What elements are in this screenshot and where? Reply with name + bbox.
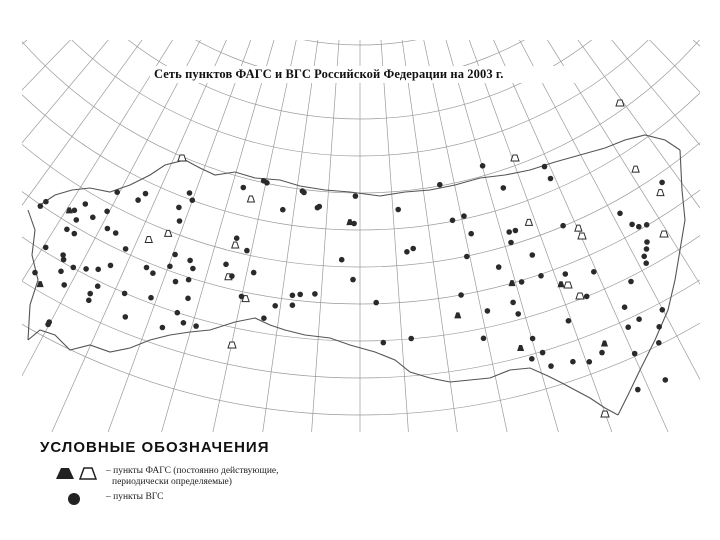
vgs-point-marker (591, 269, 597, 275)
vgs-point-marker (83, 201, 89, 207)
vgs-point-marker (538, 273, 544, 279)
vgs-point-marker (570, 359, 576, 365)
vgs-point-marker (187, 258, 193, 264)
meridian-line (568, 0, 720, 342)
vgs-point-marker (312, 291, 318, 297)
fags-point-marker (601, 341, 608, 347)
vgs-point-marker (515, 311, 521, 317)
vgs-point-marker (272, 303, 278, 309)
vgs-point-marker (644, 222, 650, 228)
vgs-point-marker (506, 229, 512, 235)
vgs-point-marker (519, 279, 525, 285)
fags-periodic-point-marker (178, 155, 186, 161)
vgs-point-marker (480, 163, 486, 169)
vgs-point-marker (628, 279, 634, 285)
vgs-point-marker (71, 265, 77, 271)
fags-periodic-point-marker (601, 411, 609, 417)
meridian-line (0, 0, 152, 342)
vgs-point-marker (187, 190, 193, 196)
vgs-point-marker (83, 266, 89, 272)
vgs-point-marker (177, 218, 183, 224)
meridian-line (173, 14, 302, 540)
vgs-point-marker (481, 336, 487, 342)
vgs-point-marker (644, 239, 650, 245)
vgs-point-marker (373, 300, 379, 306)
vgs-point-marker (350, 277, 356, 283)
vgs-point-marker (339, 257, 345, 263)
fags-periodic-point-marker (564, 282, 572, 288)
vgs-point-marker (513, 228, 519, 234)
meridian-line (399, 17, 485, 540)
vgs-point-marker (458, 292, 464, 298)
legend-item-vgs-text: – пункты ВГС (106, 492, 164, 502)
vgs-point-marker (280, 207, 286, 213)
vgs-point-marker (58, 269, 64, 275)
vgs-point-marker (45, 322, 51, 328)
parallel-line (55, 0, 665, 45)
vgs-point-marker (644, 246, 650, 252)
vgs-point-marker (629, 222, 635, 228)
eastern-coastline (618, 150, 685, 415)
vgs-point-marker (437, 182, 443, 188)
vgs-point-marker (663, 377, 669, 383)
vgs-point-marker (223, 262, 229, 268)
vgs-point-marker (264, 180, 270, 186)
vgs-point-marker (60, 252, 66, 258)
vgs-point-marker (244, 248, 250, 254)
vgs-point-marker (43, 245, 49, 251)
vgs-point-marker (632, 351, 638, 357)
vgs-point-marker (450, 218, 456, 224)
vgs-point-marker (190, 197, 196, 203)
vgs-point-marker (395, 207, 401, 213)
vgs-point-marker (229, 273, 235, 279)
fags-point-marker (558, 281, 565, 287)
vgs-point-marker (122, 291, 128, 297)
fags-periodic-point-marker (247, 196, 254, 202)
vgs-point-marker (86, 298, 92, 304)
vgs-point-marker (464, 254, 470, 260)
vgs-point-marker (114, 189, 120, 195)
vgs-point-marker (143, 191, 149, 197)
vgs-point-marker (290, 302, 296, 308)
legend-item-fags-text: – пункты ФАГС (постоянно действующие, периодически определяемые) (106, 466, 279, 487)
vgs-point-marker (540, 350, 546, 356)
vgs-point-marker (635, 387, 641, 393)
fags-periodic-point-marker (165, 230, 172, 236)
vgs-point-marker (381, 340, 387, 346)
vgs-point-marker (599, 350, 605, 356)
vgs-point-marker (181, 320, 187, 326)
vgs-point-marker (584, 294, 590, 300)
vgs-point-marker (530, 336, 536, 342)
fags-periodic-point-marker (228, 342, 236, 348)
vgs-point-marker (560, 223, 566, 229)
vgs-point-marker (160, 325, 166, 331)
vgs-point-marker (95, 267, 101, 273)
vgs-point-marker (510, 300, 516, 306)
vgs-point-marker (353, 193, 359, 199)
western-border (28, 210, 38, 340)
triangle-symbols-icon (54, 466, 98, 480)
vgs-point-marker (72, 208, 78, 214)
vgs-point-marker (587, 359, 593, 365)
vgs-point-marker (87, 291, 93, 297)
vgs-point-marker (461, 213, 467, 219)
vgs-point-marker (529, 356, 535, 362)
vgs-point-marker (64, 227, 70, 233)
vgs-point-marker (404, 249, 410, 255)
vgs-point-marker (530, 252, 536, 258)
vgs-point-marker (315, 205, 321, 211)
vgs-point-marker (95, 283, 101, 289)
meridian-line (0, 0, 180, 429)
vgs-point-marker (660, 307, 666, 313)
fags-periodic-point-marker (575, 225, 582, 231)
meridian-line (380, 19, 423, 540)
vgs-point-marker (123, 314, 129, 320)
vgs-point-marker (175, 310, 181, 316)
vgs-point-marker (148, 295, 154, 301)
meridian-line (540, 0, 720, 429)
vgs-point-marker (501, 185, 507, 191)
vgs-point-marker (542, 164, 548, 170)
fags-periodic-point-marker (576, 293, 584, 299)
meridian-line (418, 14, 547, 540)
vgs-point-marker (636, 224, 642, 230)
vgs-point-marker (290, 293, 296, 299)
vgs-point-marker (234, 235, 240, 241)
vgs-point-marker (185, 296, 191, 302)
southern-border (28, 318, 618, 415)
vgs-point-marker (104, 209, 110, 215)
fags-periodic-point-marker (525, 219, 532, 225)
survey-points (32, 100, 668, 417)
vgs-point-marker (617, 211, 623, 217)
fags-periodic-point-marker (145, 237, 152, 243)
vgs-point-marker (173, 279, 179, 285)
vgs-point-marker (508, 240, 514, 246)
vgs-point-marker (566, 318, 572, 324)
vgs-point-marker (468, 231, 474, 237)
vgs-point-marker (410, 246, 416, 252)
vgs-point-marker (38, 203, 44, 209)
meridian-line (456, 3, 668, 540)
vgs-point-marker (485, 308, 491, 314)
vgs-point-marker (176, 205, 182, 211)
vgs-point-marker (563, 271, 569, 277)
fags-periodic-point-marker (232, 242, 239, 248)
vgs-point-marker (135, 197, 141, 203)
fags-periodic-point-marker (660, 231, 668, 237)
vgs-point-marker (32, 270, 38, 276)
vgs-point-marker (74, 217, 80, 223)
meridian-line (0, 0, 128, 243)
fags-point-marker (346, 219, 353, 225)
vgs-point-marker (186, 277, 192, 283)
vgs-point-marker (190, 266, 196, 272)
vgs-point-marker (193, 323, 199, 329)
vgs-point-marker (641, 253, 647, 259)
vgs-point-marker (43, 199, 49, 205)
vgs-point-marker (90, 215, 96, 221)
vgs-point-marker (61, 282, 67, 288)
vgs-point-marker (172, 252, 178, 258)
vgs-point-marker (656, 324, 662, 330)
vgs-point-marker (625, 324, 631, 330)
vgs-point-marker (643, 260, 649, 266)
meridian-line (112, 9, 283, 540)
legend-heading: УСЛОВНЫЕ ОБОЗНАЧЕНИЯ (40, 439, 270, 456)
map-title: Сеть пунктов ФАГС и ВГС Российской Федерации на 2003 г. (150, 66, 578, 83)
meridian-line (592, 0, 720, 243)
vgs-point-marker (656, 340, 662, 346)
vgs-point-marker (496, 264, 502, 270)
meridian-line (437, 9, 608, 540)
vgs-point-marker (548, 176, 554, 182)
fags-point-marker (66, 207, 73, 213)
vgs-point-marker (150, 270, 156, 276)
vgs-point-marker (408, 336, 414, 342)
vgs-point-marker (167, 264, 173, 270)
filled-circle-icon (66, 492, 86, 506)
vgs-point-marker (300, 188, 306, 194)
meridian-line (235, 17, 321, 540)
fags-point-marker (509, 280, 516, 286)
vgs-point-marker (123, 246, 129, 252)
fags-periodic-point-marker (632, 166, 639, 172)
vgs-point-marker (548, 363, 554, 369)
vgs-point-marker (636, 316, 642, 322)
vgs-point-marker (113, 230, 119, 236)
fags-periodic-point-marker (511, 155, 519, 161)
meridian-line (297, 19, 340, 540)
vgs-point-marker (251, 270, 257, 276)
vgs-point-marker (297, 292, 303, 298)
vgs-point-marker (72, 231, 78, 237)
fags-periodic-point-marker (616, 100, 624, 106)
vgs-point-marker (105, 226, 111, 232)
vgs-point-marker (241, 185, 247, 191)
meridian-line (52, 3, 264, 540)
fags-periodic-point-marker (657, 190, 664, 196)
fags-periodic-point-marker (578, 233, 586, 239)
vgs-point-marker (144, 265, 150, 271)
fags-point-marker (454, 312, 461, 318)
vgs-point-marker (622, 304, 628, 310)
vgs-point-marker (659, 180, 665, 186)
vgs-point-marker (108, 263, 114, 269)
fags-point-marker (517, 345, 524, 351)
vgs-point-marker (261, 315, 267, 321)
